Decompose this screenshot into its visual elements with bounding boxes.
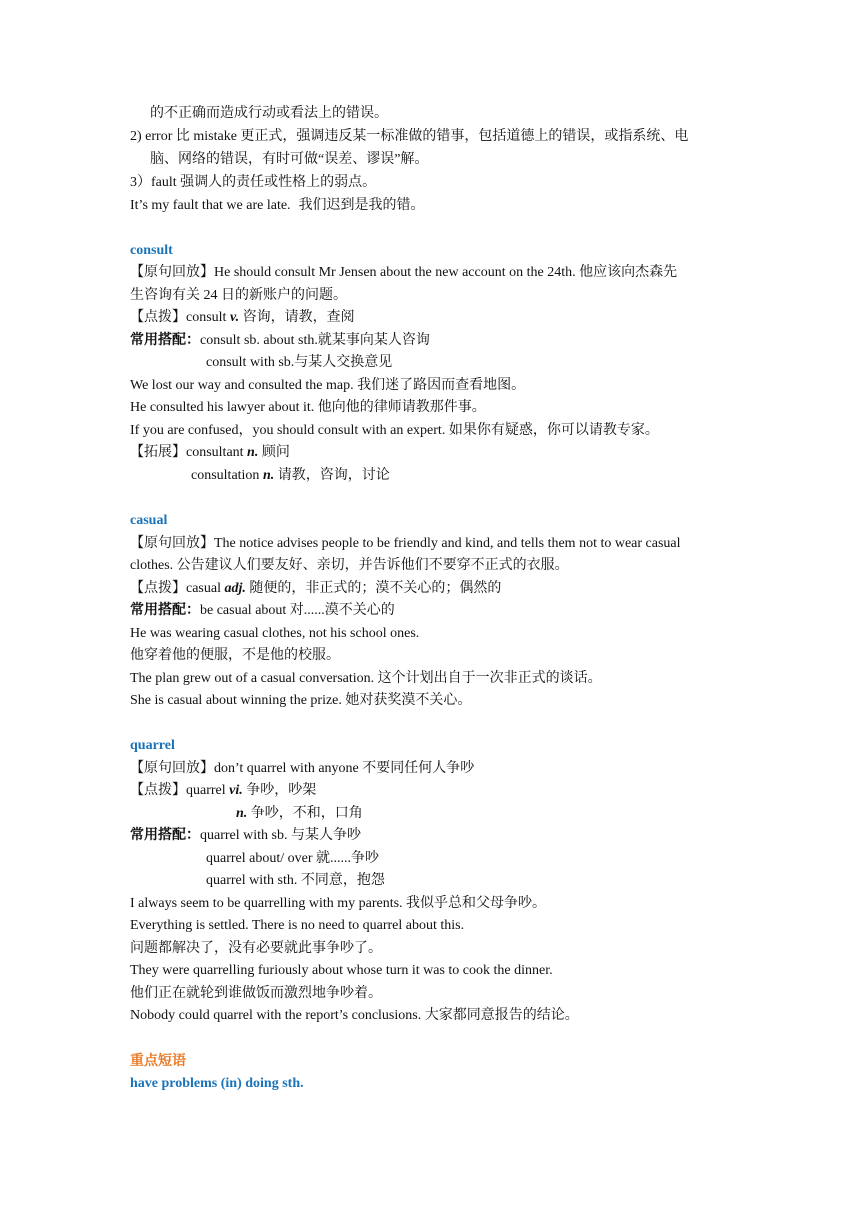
tip-line: n. 争吵，不和，口角 — [236, 806, 363, 821]
example-sentence: I always seem to be quarrelling with my parents. 我似乎总和父母争吵。 — [130, 896, 547, 911]
tip-label: 【点拨】 — [130, 310, 186, 325]
tip-label: 【点拨】 — [130, 581, 186, 596]
collocation-line: quarrel about/ over 就......争吵 — [206, 851, 380, 866]
tip-line: 【点拨】quarrel vi. 争吵，吵架 — [130, 783, 317, 798]
example-en: It’s my fault that we are late. — [130, 198, 291, 213]
section-heading: 重点短语 — [130, 1054, 186, 1069]
text-line: 的不正确而造成行动或看法上的错误。 — [150, 106, 388, 121]
extension-label: 【拓展】 — [130, 445, 186, 460]
collocation-label: 常用搭配： — [130, 333, 200, 348]
collocation-line: consult with sb.与某人交换意见 — [206, 355, 393, 370]
example-sentence — [130, 196, 425, 216]
original-label: 【原句回放】 — [130, 761, 214, 776]
collocation-label: 常用搭配： — [130, 603, 200, 618]
collocation-line: 常用搭配：be casual about 对......漠不关心的 — [130, 603, 395, 618]
part-of-speech: n. — [262, 468, 275, 483]
headword-casual: casual — [130, 513, 168, 528]
example-sentence: Everything is settled. There is no need to quarrel about this. — [130, 918, 465, 933]
example-sentence: She is casual about winning the prize. 她对获奖漠不关心。 — [130, 693, 472, 708]
collocation-line: 常用搭配：quarrel with sb. 与某人争吵 — [130, 828, 361, 843]
headword-quarrel: quarrel — [130, 738, 175, 753]
example-sentence: He consulted his lawyer about it. 他向他的律师请教那件事。 — [130, 400, 486, 415]
part-of-speech: adj. — [224, 581, 246, 596]
part-of-speech: n. — [247, 445, 259, 460]
example-translation: 问题都解决了，没有必要就此事争吵了。 — [130, 941, 382, 956]
original-label: 【原句回放】 — [130, 536, 214, 551]
collocation-line: 常用搭配：consult sb. about sth.就某事向某人咨询 — [130, 333, 430, 348]
extension-line: 【拓展】consultant n. 顾问 — [130, 445, 290, 460]
tip-line: 【点拨】consult v. 咨询，请教，查阅 — [130, 310, 355, 325]
example-zh: 我们迟到是我的错。 — [298, 198, 425, 213]
original-sentence: 【原句回放】He should consult Mr Jensen about the new account on the 24th. 他应该向杰森先 — [130, 265, 678, 280]
example-sentence: If you are confused，you should consult with an expert. 如果你有疑惑，你可以请教专家。 — [130, 423, 659, 438]
example-sentence: Nobody could quarrel with the report’s conclusions. 大家都同意报告的结论。 — [130, 1008, 579, 1023]
collocation-line: quarrel with sth. 不同意，抱怨 — [206, 873, 385, 888]
tip-label: 【点拨】 — [130, 783, 186, 798]
example-translation: 他们正在就轮到谁做饭而激烈地争吵着。 — [130, 986, 382, 1001]
phrase-item: have problems (in) doing sth. — [130, 1076, 304, 1091]
part-of-speech: v. — [229, 310, 240, 325]
text-line: 脑、网络的错误，有时可做“误差、谬误”解。 — [150, 152, 429, 167]
original-sentence: 【原句回放】The notice advises people to be friendly and kind, and tells them not to wear casual — [130, 536, 681, 551]
original-label: 【原句回放】 — [130, 265, 214, 280]
extension-line: consultation n. 请教，咨询，讨论 — [191, 468, 390, 483]
example-sentence: We lost our way and consulted the map. 我们迷了路因而查看地图。 — [130, 378, 526, 393]
headword-consult: consult — [130, 243, 173, 258]
original-sentence: 【原句回放】don’t quarrel with anyone 不要同任何人争吵 — [130, 761, 475, 776]
part-of-speech: vi. — [229, 783, 243, 798]
example-sentence: They were quarrelling furiously about whose turn it was to cook the dinner. — [130, 963, 553, 978]
example-sentence: The plan grew out of a casual conversation. 这个计划出自于一次非正式的谈话。 — [130, 671, 602, 686]
original-sentence-cont: 生咨询有关 24 日的新账户的问题。 — [130, 288, 347, 303]
part-of-speech: n. — [236, 806, 248, 821]
text-line: 2) error 比 mistake 更正式，强调违反某一标准做的错事，包括道德上的错误，或指系统、电 — [130, 129, 689, 144]
text-line: 3）fault 强调人的责任或性格上的弱点。 — [130, 175, 377, 190]
example-sentence: He was wearing casual clothes, not his school ones. — [130, 626, 420, 641]
example-translation: 他穿着他的便服，不是他的校服。 — [130, 648, 340, 663]
collocation-label: 常用搭配： — [130, 828, 200, 843]
tip-line: 【点拨】casual adj. 随便的，非正式的；漠不关心的；偶然的 — [130, 581, 502, 596]
original-sentence-cont: clothes. 公告建议人们要友好、亲切，并告诉他们不要穿不正式的衣服。 — [130, 558, 569, 573]
